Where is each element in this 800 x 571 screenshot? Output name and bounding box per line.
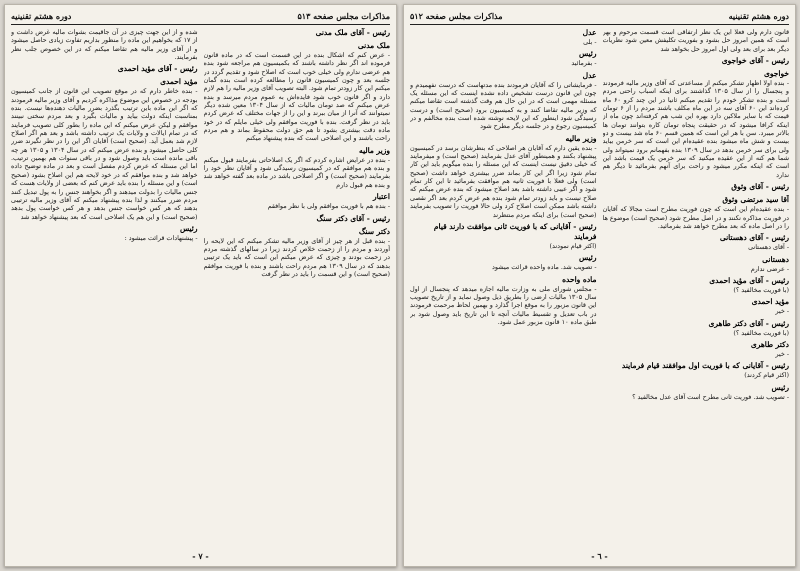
speech-text: - بنده قبل از هر چیز از آقای وزیر مالیه تشکر میکنم که این لایحه را آوردند و مردم را از زحمت خلاص کردند زیرا در سالهای گذشته مردم در زحمت بودند و چیزی که عرض میکنم این است که باید یک ترتیبی بدهند که در سال ۱۳۰۹ هم مردم راحت باشند و بنده با فوریت موافقم (صحیح است) و این قسمت را باید در نظر گرفت xyxy=(203,236,390,278)
speech-text: (اکثر قیام نمودند) xyxy=(549,241,597,250)
speech-text: - خیر xyxy=(775,349,789,358)
page-number: - ٦ - xyxy=(591,551,608,561)
speaker-label: رئیس - آقای وثوق xyxy=(731,182,789,192)
text-column xyxy=(11,28,198,544)
page-left xyxy=(4,4,397,567)
speech-block xyxy=(11,77,198,221)
speech-text: - عرضی ندارم xyxy=(750,264,789,273)
speech-text: - تصویب شد. فوریت ثانی مطرح است آقای عدل مخالفید ؟ xyxy=(632,392,789,401)
speech-block xyxy=(204,192,391,210)
speaker-label: رئیس xyxy=(771,382,789,392)
page-header xyxy=(11,9,390,23)
header-rule xyxy=(11,24,390,25)
speech-text: - بنده خاطر دارم که در موقع تصویب این قانون از جانب کمیسیون بودجه در خصوص این موضوع مذاکره کردیم و آقای وزیر مالیه فرمودند که اگر این ماده باین ترتیب بگذرد بضرر مالیات دهنده‌ها نیست. بنده بمناسبت اینکه دولت بیاید و مالیات بگیرد و بعد مردم سختی نبینند موافقم و لیکن عرض میکنم که این ماده را بطور کلی تصویب فرمایند که در تمام ایالات و ولایات یک ترتیب داشته باشد و بعد هم اگر اصلاح لازم شد بعمل آید. (صحیح است) آقایان اگر این را در نظر نگیرند ضرر کلی حاصل میشود و بنده عرض میکنم که در سال ۱۳۰۴ و ۱۳۰۵ هر چه باقی مانده است باید وصول شود و در باقی سنوات هم بهمین ترتیب. اما این مسئله که عرض کردم مفصل است و بعد در ماده توضیح داده خواهد شد و بنده موافقم که در خود لایحه هم این اصلاح بشود (صحیح است) و این مسئله را بنده باید عرض کنم که بعضی از ولایات هست که جنس مالیات را بدولت میدهند و اگر بخواهند جنس را به پول تبدیل کنند مردم ضرر میکنند و لذا بنده پیشنهاد میکنم که آقای وزیر مالیه ترتیبی بدهند که هر کس خواست جنس بدهد و هر کس خواست پول بدهد (صحیح است) و این هم یک اصلاحی است که بعد پیشنهاد خواهد شد xyxy=(11,87,198,221)
page-header xyxy=(410,9,789,23)
speech-block xyxy=(11,64,198,74)
speaker-label: دهستانی xyxy=(762,254,789,264)
speech-block xyxy=(11,224,198,242)
speech-text: (با فوریت مخالفید ؟) xyxy=(733,328,789,337)
speaker-label: عدل xyxy=(582,28,597,37)
text-columns xyxy=(410,28,789,544)
speaker-label: رئیس - آقای مؤید احمدی xyxy=(117,64,198,74)
speaker-label: رئیس - آقای ملک مدنی xyxy=(315,28,390,37)
speech-text: - بنده عقیده‌ام این است که چون فوریت مطرح است مجالا که آقایان در فوریت مذاکره نکنند و در اصل مطرح شود (صحیح است) موضوع ها را در اصل ماده که بعد مطرح خواهد شد بفرمائید. xyxy=(602,205,789,230)
speech-text: (اکثر قیام کردند) xyxy=(744,371,789,380)
speaker-label: رئیس xyxy=(578,253,597,263)
speech-text: - بلی xyxy=(583,38,597,46)
header-left-text: مذاکرات مجلس صفحه ۵۱۳ xyxy=(297,11,390,21)
speech-text: - بفرمائید xyxy=(571,59,597,68)
speech-block xyxy=(603,28,790,53)
page-number: - ۷ - xyxy=(192,551,209,561)
speech-block xyxy=(410,222,597,250)
page-right xyxy=(403,4,796,567)
speaker-label: رئیس - آقایانی که با فوریت اول موافقند قیام فرمایند xyxy=(621,361,789,371)
speech-text: - بنده هم با فوریت موافقم ولی با نظر موافقم xyxy=(267,202,390,211)
speech-block xyxy=(603,195,790,230)
speech-text: - بنده یقین دارم که آقایان هر اصلاحی که بنظرشان برسد در کمیسیون پیشنهاد بکنند و همینطور آقای عدل بفرمایند (صحیح است) و میفرمایند که خیلی دقیق نیست اینست که این مسئله را بنده میگویم باید این کار تمام شود زیرا اگر این کار بماند ضرر بیشتری خواهد داشت (صحیح است) ولی فعلا با فوریت ثانیه هم موافقت بفرمائید تا این کار تمام شود و اگر عیبی داشته باشد بعد اصلاح میشود که بنده عرض میکنم که صلاح نیست و باید زودتر تمام شود بنده هم عرض کردم بعد اگر نقصی داشته باشد ممکن است اصلاح کرد ولی حالا فوریت را تصویب بفرمایند (صحیح است) برای اینکه مردم منتظرند xyxy=(410,143,597,219)
speech-block xyxy=(204,41,391,143)
speaker-label: عدل xyxy=(582,70,597,80)
speech-block xyxy=(603,361,790,379)
speech-text: - عرض کنم که اشکال بنده در این قسمت است که در ماده قانون فرموده اند اگر نظر داشته باشند که بکمیسیون هم مراجعه شود بنده هم عرضی ندارم ولی خیلی خوب است که اصلاح شود و تقدیم گردد در جلسه بعد و چون کمیسیون قانون را مطالعه کرده است بنده گمان میکنم این کار زودتر تمام شود. البته تصویب آقای وزیر مالیه را هم لازم دارد و اگر قانون خوب شود فایده‌اش به عموم مردم میرسد و بنده عرض میکنم که صد تومان مالیات که از سال ۱۳۰۴ معین شده دیگر نمیتوانند که آنرا از میان ببرند و این را از جهات مختلف که عرض کردم باید در نظر گرفت. بنده با فوریت موافقم ولی خیلی مایلم که در خود ماده دقت بیشتری بشود تا هم حق دولت محفوظ بماند و هم مردم راحت باشند و این اصلاحی است که بنده پیشنهاد میکنم xyxy=(203,51,390,143)
speech-text: - فرمایشاتی را که آقایان فرمودند بنده مدتهاست که درست نفهمیدم و چون این قانون درست تشخیص داده نشده اینست که این مسئله یک مسئله مهمی است که در این حال هم وقت گذشته است تقاضا میکنم که وزیر مالیه تقاضا کنند و به کمیسیون برود (صحیح است) و درست رسیدگی شود اینطور که این لایحه نوشته شده است بنده مخالفم و در کمیسیون رجوع و در جلسه دیگر مطرح شود xyxy=(410,80,597,131)
speech-block xyxy=(603,182,790,192)
speaker-label: ماده واحده xyxy=(562,274,597,284)
text-column xyxy=(603,28,790,544)
speech-block xyxy=(204,28,391,38)
speaker-label: وزیر مالیه xyxy=(359,145,390,155)
header-right-text: دوره هشتم تقنینیه xyxy=(11,11,72,21)
speech-block xyxy=(410,134,597,219)
speech-block xyxy=(603,233,790,251)
speaker-label: مؤید احمدی xyxy=(751,297,789,307)
speech-text: (با فوریت مخالفید ؟) xyxy=(733,285,789,294)
speech-block xyxy=(603,56,790,66)
speech-block xyxy=(603,297,790,315)
speech-text: - پیشنهادات قرائت میشود : xyxy=(124,233,198,242)
speaker-label: رئیس - آقایانی که با فوریت ثانی موافقت دارند قیام فرمایند xyxy=(433,221,597,241)
speech-block xyxy=(11,28,198,61)
speaker-label: رئیس - آقای دکتر طاهری xyxy=(708,318,789,328)
text-columns xyxy=(11,28,390,544)
speech-block xyxy=(603,255,790,273)
speech-text: - بنده اولا اظهار تشکر میکنم از مساعدتی که آقای وزیر مالیه فرمودند و پنجسال را از سال ۱۳۰۵ گذاشتند برای اینکه اسباب راحتی مردم است و بنده تشکر خودم را تقدیم میکنم ثانیا در این چند کرو ۶۰ ماه کرده‌اند این ۶۰ آقای سه در این ماه مکلف باشند مردم را از ۶ تومان قیمت که با سایر ملاکین دارد بهره این شب هم کرفته‌اند چون ماه از اینکه کرافا میشود که در حقیقت پنجاه تومان کاره بتوانند تومان ها بالاتر میبرد. سن با هر این است که همین قسم ۶۰ ماه شد بیست و دو بیست و شش ماه میشود بنده عقیده‌ام این است که سر خرمن بیاید ولی برای سر خرمن بدهد در سال ۱۳۰۹ بنده بفهمانم برود نمیتواند ولی شما هم کنه از این عقیده میکنید که سر خرمن یک قیمت باشد این است که اینکه مکرر میشود و راحت برای آنهم بفرمائید تا دیگر هم ندارد xyxy=(602,79,789,179)
header-right-text: مذاکرات مجلس صفحه ۵۱۲ xyxy=(410,11,503,21)
header-left-text: دوره هشتم تقنینیه xyxy=(728,11,789,21)
speaker-label: رئیس - آقای خواجوی xyxy=(721,56,789,66)
speaker-label: رئیس - آقای مؤید احمدی xyxy=(709,275,789,285)
speaker-label: دکتر طاهری xyxy=(750,339,789,349)
speech-block xyxy=(603,383,790,401)
speech-text: - تصویب شد. ماده واحده قرائت میشود xyxy=(492,263,597,272)
speech-block xyxy=(410,275,597,327)
speech-block xyxy=(603,69,790,179)
speech-text: - خیر xyxy=(775,307,789,316)
speech-block xyxy=(410,28,597,46)
speaker-label: رئیس - آقای دهستانی xyxy=(719,233,789,243)
speech-block xyxy=(204,214,391,224)
speech-block xyxy=(204,146,391,189)
speech-text: قانون دارم ولی فعلا این یک نظر ارتفاقی است قسمت مرحوم و بهر است که همین امروز حل بشود و بفوریت تکلیفش معین شود نظریات دیگر بعد برای بعد ولی اول امروز حل بخواهد شد xyxy=(602,28,789,53)
speech-text: - آقای دهستانی xyxy=(748,243,789,252)
speaker-label: اعتبار xyxy=(373,192,390,202)
speech-text: - بنده در عرایض اشاره کردم که اگر یک اصلاحاتی بفرمایند قبول میکنم و بنده هم موافقم که در کمیسیون رسیدگی شود و آقایان نظر خود را بفرمایند (صحیح است) و اگر اصلاحی باشد در ماده بعد گفته خواهد شد و بنده هم قبول دارم xyxy=(203,155,390,189)
speaker-label: دکتر سنگ xyxy=(358,226,390,236)
header-rule xyxy=(410,24,789,25)
speech-block xyxy=(410,49,597,67)
speech-block xyxy=(410,71,597,131)
speech-block xyxy=(603,276,790,294)
text-column xyxy=(410,28,597,544)
text-column xyxy=(204,28,391,544)
speaker-label: وزیر مالیه xyxy=(565,133,597,143)
speech-block xyxy=(204,227,391,279)
speech-text: شده و از این جهت چیزی در آن جاقیمت بشوات مالیه غرض داشت و از ۱۷ که بخواهیم این ماده را منظور بداریم تفاوت زیادی حاصل میشود و از آقای وزیر مالیه هم تقاضا میکنم که در این خصوص جلب نظر بفرمایند. xyxy=(11,28,198,62)
speaker-label: رئیس xyxy=(578,49,597,59)
speech-block xyxy=(603,319,790,337)
speaker-label: خواجوی xyxy=(764,69,789,79)
speaker-label: ملک مدنی xyxy=(357,41,390,50)
book-spread xyxy=(4,4,796,567)
speaker-label: رئیس - آقای دکتر سنگ xyxy=(316,213,390,223)
speech-text: - مجلس شورای ملی به وزارت مالیه اجازه میدهد که پنجسال از اول سال ۱۳۰۵ مالیات ارضی را بطریق ذیل وصول نماید و از تاریخ تصویب این قانون مزبور را به موقع اجرا گذارد و بهمین لحاظ مرحمت فرمودند در باب تعدیل و تقسیط مالیات آنچه تا این تاریخ باید وصول شود بر طبق ماده ۱۰ قانون مزبور عمل شود. xyxy=(410,284,597,326)
speech-block xyxy=(603,340,790,358)
speech-block xyxy=(410,253,597,271)
speaker-label: رئیس xyxy=(179,223,198,233)
speaker-label: آقا سید مرتضی وثوق xyxy=(722,195,789,205)
speaker-label: مؤید احمدی xyxy=(160,77,198,87)
